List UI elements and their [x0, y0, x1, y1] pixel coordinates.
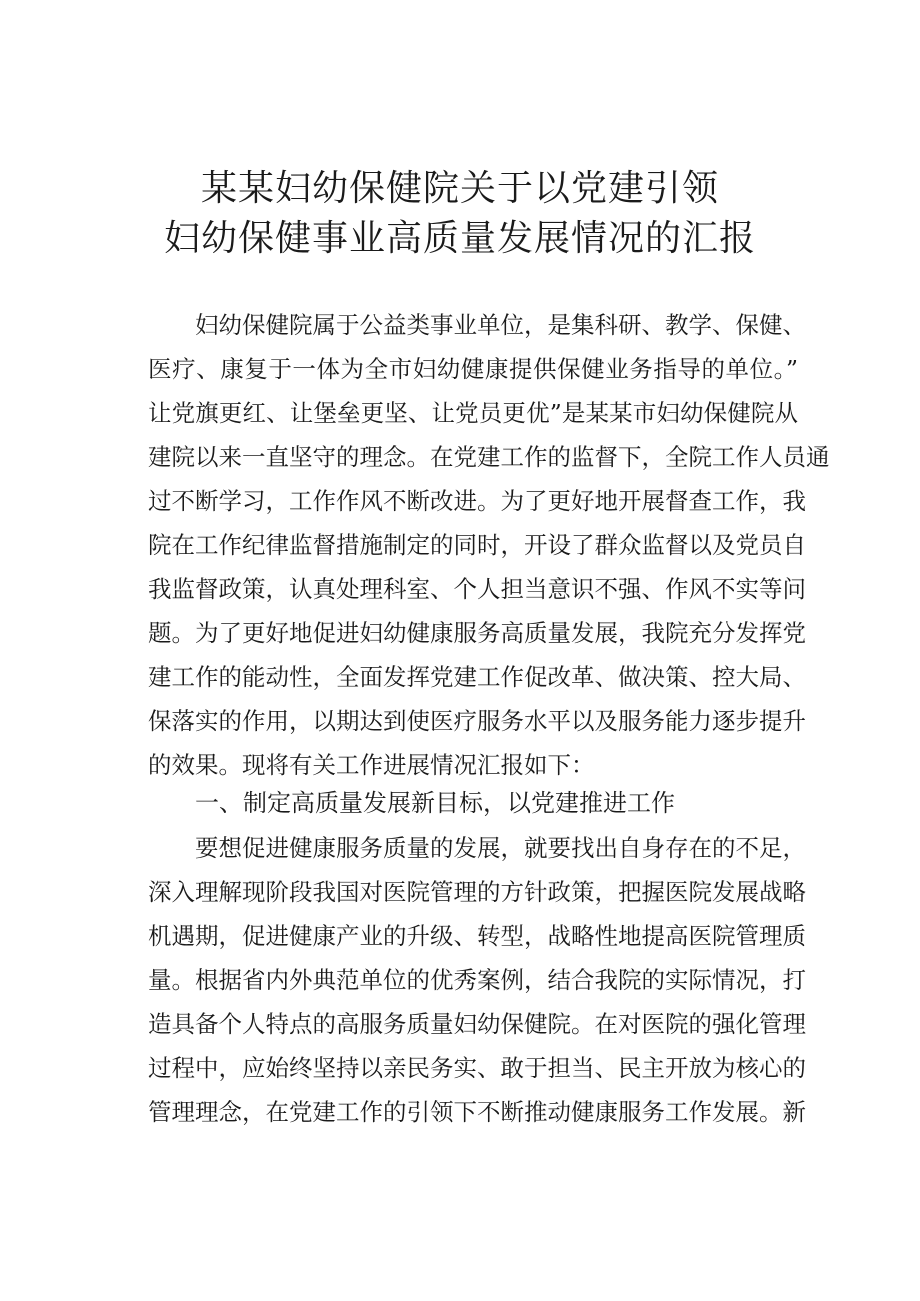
paragraph-line: 深入理解现阶段我国对医院管理的方针政策，把握医院发展战略 — [148, 878, 806, 906]
paragraph-line: 过不断学习，工作作风不断改进。为了更好地开展督查工作，我 — [148, 487, 806, 515]
paragraph-line: 量。根据省内外典范单位的优秀案例，结合我院的实际情况，打 — [148, 966, 806, 994]
paragraph-line: 管理理念，在党建工作的引领下不断推动健康服务工作发展。新 — [148, 1098, 806, 1126]
paragraph-line: 让党旗更红、让堡垒更坚、让党员更优”是某某市妇幼保健院从 — [148, 399, 798, 427]
paragraph-line: 妇幼保健院属于公益类事业单位，是集科研、教学、保健、 — [195, 311, 806, 339]
paragraph-line: 医疗、康复于一体为全市妇幼健康提供保健业务指导的单位。” — [148, 355, 798, 383]
paragraph-line: 过程中，应始终坚持以亲民务实、敢于担当、民主开放为核心的 — [148, 1054, 806, 1082]
document-title-line-2: 妇幼保健事业高质量发展情况的汇报 — [163, 218, 756, 259]
paragraph-line: 我监督政策，认真处理科室、个人担当意识不强、作风不实等问 — [148, 575, 806, 603]
paragraph-line: 题。为了更好地促进妇幼健康服务高质量发展，我院充分发挥党 — [148, 619, 806, 647]
paragraph-line: 院在工作纪律监督措施制定的同时，开设了群众监督以及党员自 — [148, 531, 806, 559]
paragraph-line: 机遇期，促进健康产业的升级、转型，战略性地提高医院管理质 — [148, 922, 806, 950]
document-title-line-1: 某某妇幼保健院关于以党建引领 — [200, 168, 719, 209]
paragraph-line: 要想促进健康服务质量的发展，就要找出自身存在的不足， — [195, 834, 806, 862]
paragraph-line: 建工作的能动性，全面发挥党建工作促改革、做决策、控大局、 — [148, 663, 806, 691]
section-heading-1: 一、制定高质量发展新目标，以党建推进工作 — [195, 789, 675, 817]
paragraph-line: 的效果。现将有关工作进展情况汇报如下： — [148, 751, 595, 779]
paragraph-line: 保落实的作用，以期达到使医疗服务水平以及服务能力逐步提升 — [148, 707, 806, 735]
paragraph-line: 建院以来一直坚守的理念。在党建工作的监督下，全院工作人员通 — [148, 443, 830, 471]
paragraph-line: 造具备个人特点的高服务质量妇幼保健院。在对医院的强化管理 — [148, 1010, 806, 1038]
